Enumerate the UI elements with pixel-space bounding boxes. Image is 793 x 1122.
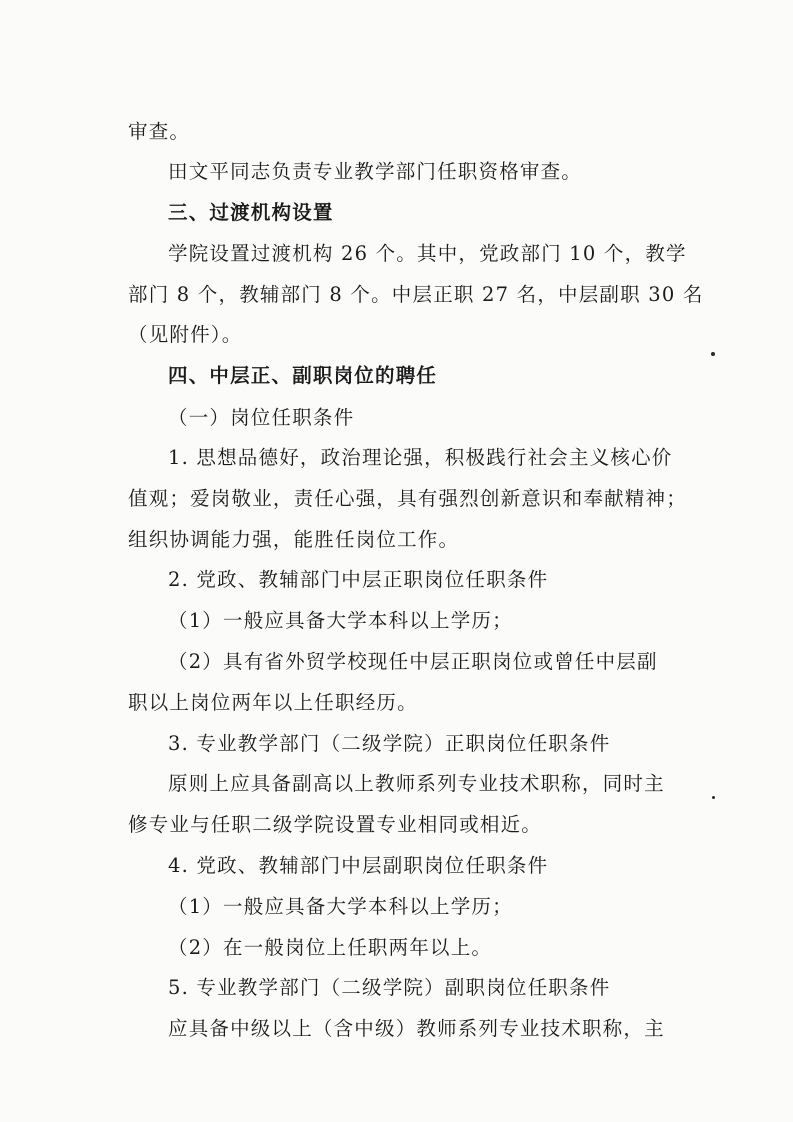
text-line-10: 值观；爱岗敬业，责任心强，具有强烈创新意识和奉献精神；: [128, 487, 687, 510]
text-line-11: 组织协调能力强，能胜任岗位工作。: [128, 528, 460, 551]
text-line-2: 田文平同志负责专业教学部门任职资格审查。: [168, 160, 583, 183]
subsection-heading-1: （一）岗位任职条件: [168, 406, 355, 429]
section-heading-4: 四、中层正、副职岗位的聘任: [168, 364, 438, 387]
text-line-15: 职以上岗位两年以上任职经历。: [128, 691, 418, 714]
text-line-19: 4. 党政、教辅部门中层副职岗位任职条件: [168, 854, 549, 877]
scan-speck: [712, 796, 715, 799]
text-line-20: （1）一般应具备大学本科以上学历；: [168, 895, 513, 918]
text-line-17: 原则上应具备副高以上教师系列专业技术职称，同时主: [168, 772, 665, 795]
text-line-5: 部门 8 个，教辅部门 8 个。中层正职 27 名，中层副职 30 名: [128, 283, 704, 306]
text-line-13: （1）一般应具备大学本科以上学历；: [168, 609, 513, 632]
text-line-18: 修专业与任职二级学院设置专业相同或相近。: [128, 813, 543, 836]
text-line-12: 2. 党政、教辅部门中层正职岗位任职条件: [168, 568, 549, 591]
text-line-16: 3. 专业教学部门（二级学院）正职岗位任职条件: [168, 732, 611, 755]
text-line-14: （2）具有省外贸学校现任中层正职岗位或曾任中层副: [168, 650, 658, 673]
text-line-6: （见附件）。: [128, 323, 243, 346]
scan-speck: [711, 352, 715, 356]
text-line-22: 5. 专业教学部门（二级学院）副职岗位任职条件: [168, 976, 611, 999]
text-line-9: 1. 思想品德好，政治理论强，积极践行社会主义核心价: [168, 446, 673, 469]
text-line-21: （2）在一般岗位上任职两年以上。: [168, 936, 493, 959]
text-line-23: 应具备中级以上（含中级）教师系列专业技术职称，主: [168, 1017, 665, 1040]
section-heading-3: 三、过渡机构设置: [168, 201, 334, 224]
text-line-1: 审查。: [128, 120, 191, 143]
text-line-4: 学院设置过渡机构 26 个。其中，党政部门 10 个，教学: [168, 242, 687, 265]
